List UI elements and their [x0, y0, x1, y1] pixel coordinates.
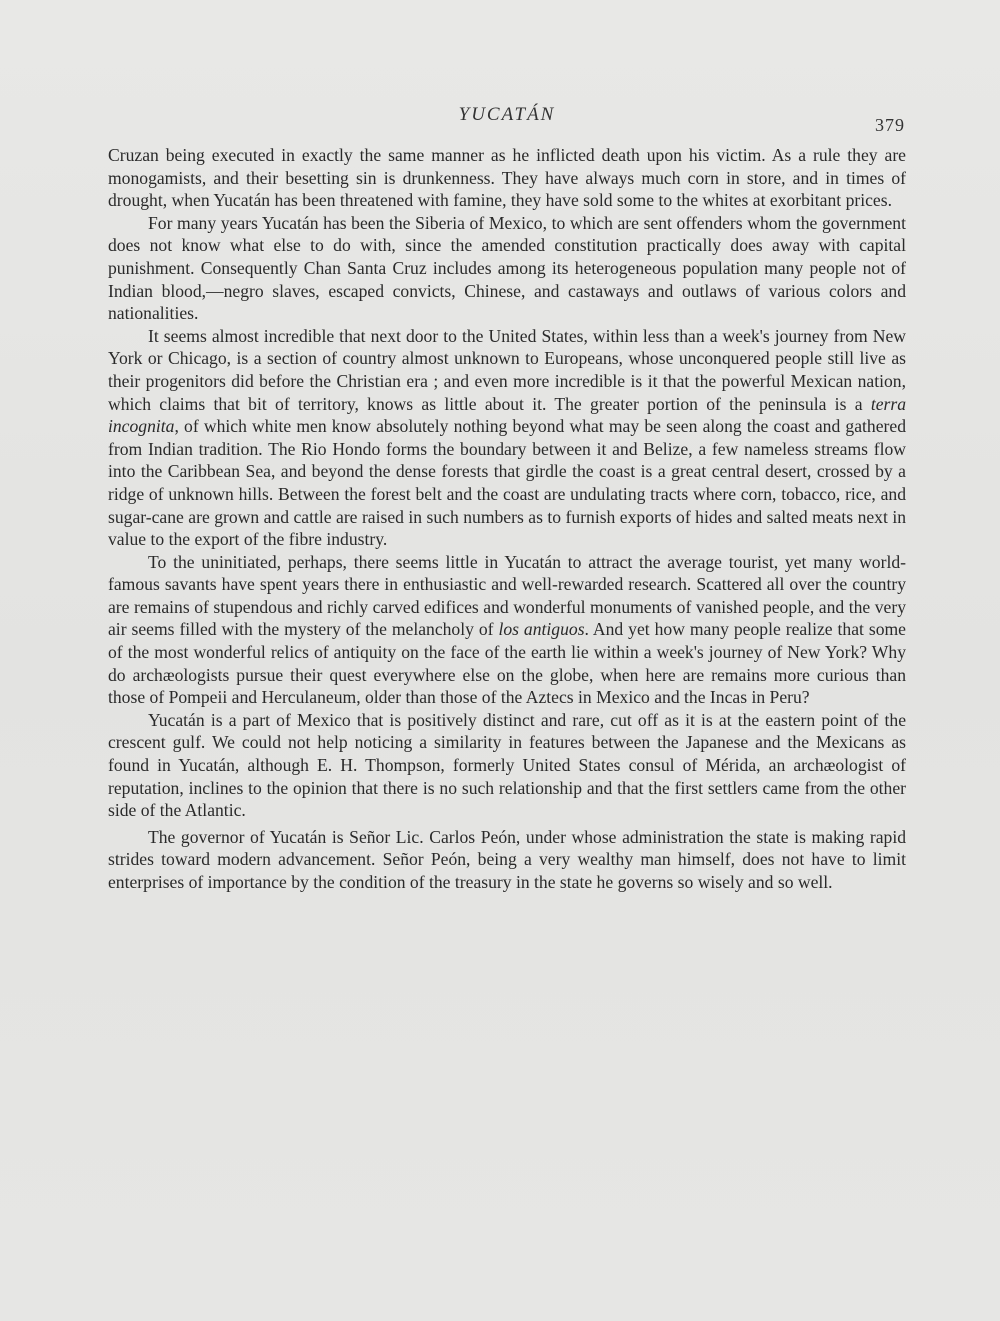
paragraph-1: Cruzan being executed in exactly the same manner as he inflicted death upon his victim. As a rule they are monogamists, and their besetting sin is drunkenness. They have always much corn in store, and in times of drought, when Yucatán has been threatened with famine, they have sold some to the whites at exorbitant prices.: [108, 145, 906, 211]
paragraph-3-italic: terra incognita: [108, 393, 906, 437]
paragraph-3: [108, 325, 906, 551]
body-text: [108, 144, 906, 894]
paragraph-4-part-1: To the uninitiated, perhaps, there seems little in Yucatán to attract the average tourist, yet many world-famous savants have spent years there in enthusiastic and well-rewarded research. Scattered all over the country are remains of stupendous and richly carved edifices and wonderful monuments of vanished people, and the very air seems filled with the mystery of the melancholy of: [108, 551, 906, 640]
paragraph-4-part-2: . And yet how many people realize that some of the most wonderful relics of antiquity on the face of the earth lie within a week's journey of New York? Why do archæologists pursue their quest everywhere else on the globe, when here are remains more curious than those of Pompeii and Herculaneum, older than those of the Aztecs in Mexico and the Incas in Peru?: [108, 619, 906, 708]
paragraph-3-part-2: , of which white men know absolutely nothing beyond what may be seen along the coast and gathered from Indian tradition. The Rio Hondo forms the boundary between it and Belize, a few nameless streams flow into the Caribbean Sea, and beyond the dense forests that girdle the coast is a great central desert, crossed by a ridge of unknown hills. Between the forest belt and the coast are undulating tracts where corn, tobacco, rice, and sugar-cane are grown and cattle are raised in such numbers as to furnish exports of hides and salted meats next in value to the export of the fibre industry.: [108, 416, 906, 550]
paragraph-3-part-1: It seems almost incredible that next door to the United States, within less than a week's journey from New York or Chicago, is a section of country almost unknown to Europeans, whose unconquered people still live as their progenitors did before the Christian era ; and even more incredible is it that the powerful Mexican nation, which claims that bit of territory, knows as little about it. The greater portion of the peninsula is a: [108, 325, 906, 414]
running-head-title: YUCATÁN: [458, 104, 556, 125]
paragraph-2: For many years Yucatán has been the Siberia of Mexico, to which are sent offenders whom the government does not know what else to do with, since the amended constitution practically does away with capital punishment. Consequently Chan Santa Cruz includes among its heterogeneous population many people not of Indian blood,—negro slaves, escaped convicts, Chinese, and castaways and outlaws of various colors and nationalities.: [108, 212, 906, 324]
paragraph-5: Yucatán is a part of Mexico that is positively distinct and rare, cut off as it is at the eastern point of the crescent gulf. We could not help noticing a similarity in features between the Japanese and the Mexicans as found in Yucatán, although E. H. Thompson, formerly United States consul of Mérida, an archæologist of reputation, inclines to the opinion that there is no such relationship and that the first settlers came from the other side of the Atlantic.: [108, 709, 906, 821]
page-number: 379: [875, 115, 905, 135]
running-head: [0, 104, 1000, 126]
paragraph-4: [108, 551, 906, 709]
paragraph-6: The governor of Yucatán is Señor Lic. Carlos Peón, under whose administration the state is making rapid strides toward modern advancement. Señor Peón, being a very wealthy man himself, does not have to limit enterprises of importance by the condition of the treasury in the state he governs so wisely and so well.: [108, 826, 906, 892]
paragraph-4-italic: los antiguos: [498, 619, 585, 640]
